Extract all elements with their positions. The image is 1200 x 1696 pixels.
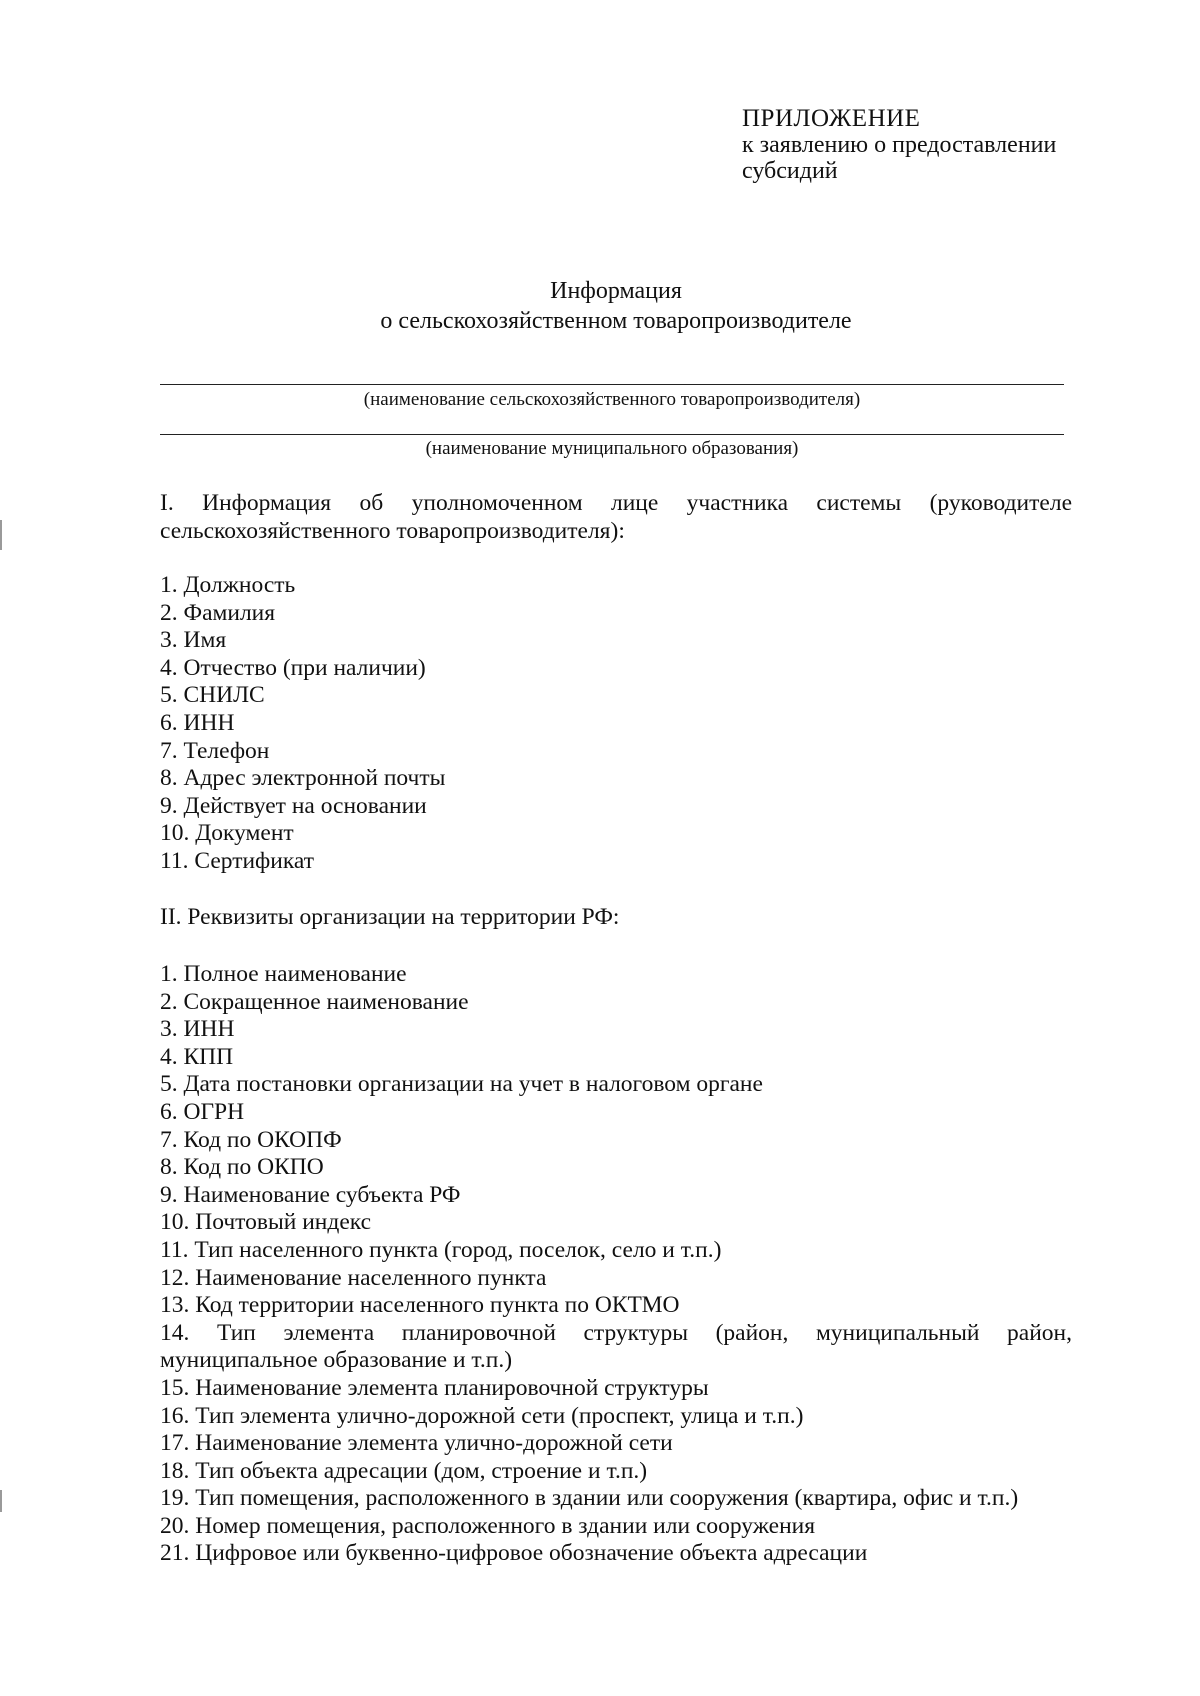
list-item: 6. ИНН bbox=[160, 709, 235, 736]
list-item: 3. ИНН bbox=[160, 1016, 235, 1043]
list-item: 18. Тип объекта адресации (дом, строение и т.п.) bbox=[160, 1457, 648, 1484]
list-item: 7. Код по ОКОПФ bbox=[160, 1126, 342, 1153]
document-title bbox=[160, 276, 1072, 336]
list-item: 11. Тип населенного пункта (город, поселок, село и т.п.) bbox=[160, 1236, 722, 1263]
scan-edge-mark bbox=[0, 520, 2, 550]
section-2-heading: II. Реквизиты организации на территории РФ: bbox=[160, 904, 620, 930]
list-item: 8. Код по ОКПО bbox=[160, 1154, 324, 1181]
list-item: 5. Дата постановки организации на учет в налоговом органе bbox=[160, 1071, 763, 1098]
list-item: 20. Номер помещения, расположенного в здании или сооружения bbox=[160, 1512, 816, 1539]
list-item: 14. Тип элемента планировочной структуры (район, муниципальный район, муниципальное образование и т.п.) bbox=[160, 1319, 1072, 1374]
list-item: 8. Адрес электронной почты bbox=[160, 765, 446, 792]
municipality-name-caption: (наименование муниципального образования) bbox=[425, 438, 799, 459]
list-item: 5. СНИЛС bbox=[160, 682, 265, 709]
list-item: 16. Тип элемента улично-дорожной сети (проспект, улица и т.п.) bbox=[160, 1402, 804, 1429]
list-item: 9. Наименование субъекта РФ bbox=[160, 1181, 461, 1208]
list-item: 2. Фамилия bbox=[160, 599, 276, 626]
list-item: 2. Сокращенное наименование bbox=[160, 988, 469, 1015]
document-title-line: о сельскохозяйственном товаропроизводителе bbox=[380, 308, 852, 334]
appendix-line: к заявлению о предоставлении bbox=[742, 132, 1057, 158]
appendix-title: ПРИЛОЖЕНИЕ bbox=[742, 105, 921, 132]
list-item: 12. Наименование населенного пункта bbox=[160, 1264, 547, 1291]
list-item: 19. Тип помещения, расположенного в здании или сооружения (квартира, офис и т.п.) bbox=[160, 1485, 1019, 1512]
appendix-line: субсидий bbox=[742, 158, 838, 184]
list-item: 4. КПП bbox=[160, 1043, 234, 1070]
list-item: 9. Действует на основании bbox=[160, 792, 427, 819]
list-item: 21. Цифровое или буквенно-цифровое обозначение объекта адресации bbox=[160, 1540, 868, 1567]
list-item: 17. Наименование элемента улично-дорожной сети bbox=[160, 1430, 673, 1457]
appendix-block bbox=[742, 106, 1082, 184]
list-item: 6. ОГРН bbox=[160, 1098, 245, 1125]
list-item: 10. Почтовый индекс bbox=[160, 1209, 372, 1236]
producer-name-line bbox=[160, 384, 1064, 385]
list-item: 10. Документ bbox=[160, 820, 294, 847]
list-item: 1. Должность bbox=[160, 572, 296, 598]
list-item: 11. Сертификат bbox=[160, 847, 315, 874]
section-1-heading: I. Информация об уполномоченном лице участника системы (руководителе сельскохозяйственного товаропроизводителя): bbox=[160, 490, 1072, 544]
producer-name-caption: (наименование сельскохозяйственного товаропроизводителя) bbox=[363, 389, 861, 410]
section-1-list bbox=[160, 572, 1072, 876]
list-item: 7. Телефон bbox=[160, 737, 270, 764]
scan-edge-mark bbox=[0, 1490, 2, 1512]
list-item: 4. Отчество (при наличии) bbox=[160, 654, 426, 681]
document-title-line: Информация bbox=[550, 278, 682, 304]
section-2-list bbox=[160, 961, 1072, 1568]
list-item: 15. Наименование элемента планировочной структуры bbox=[160, 1374, 709, 1401]
list-item: 1. Полное наименование bbox=[160, 961, 407, 987]
list-item: 3. Имя bbox=[160, 627, 227, 654]
list-item: 13. Код территории населенного пункта по ОКТМО bbox=[160, 1292, 680, 1319]
municipality-name-line bbox=[160, 434, 1064, 435]
